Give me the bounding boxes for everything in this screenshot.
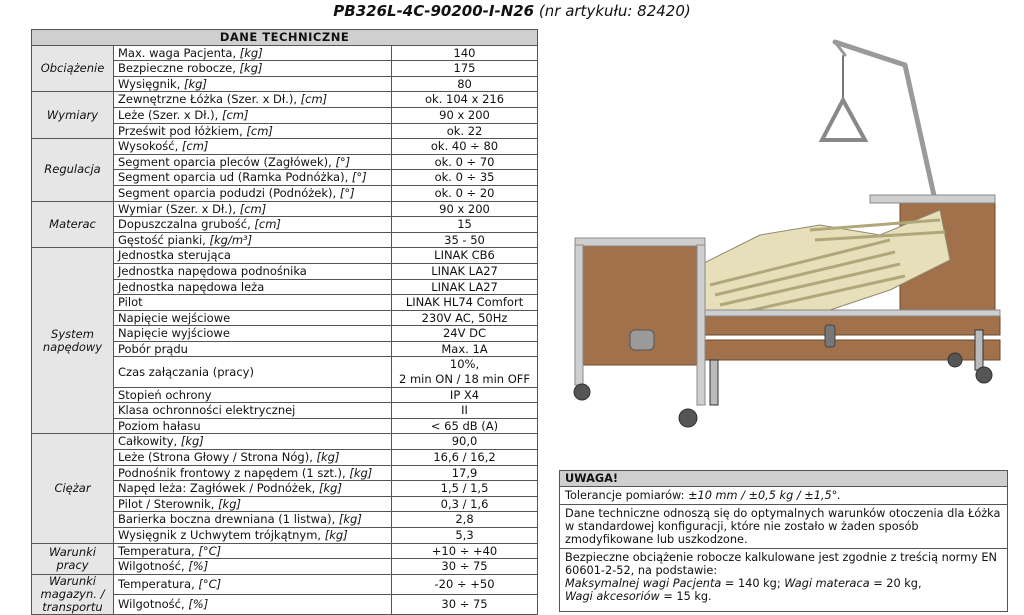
param-label [114, 170, 392, 186]
param-unit: [°] [351, 170, 367, 185]
param-value-text: ok. 0 ÷ 20 [434, 185, 495, 200]
param-name: Stopień ochrony [118, 387, 212, 402]
param-value-text: ok. 104 x 216 [425, 92, 505, 107]
param-value-text: 15 [457, 217, 472, 232]
param-value [392, 107, 538, 123]
param-label [114, 107, 392, 123]
param-name: Bezpieczne robocze, [118, 61, 240, 76]
param-value [392, 139, 538, 155]
param-name: Czas załączania (pracy) [118, 364, 254, 379]
param-name: Temperatura, [118, 543, 199, 558]
param-unit: [kg] [239, 61, 263, 76]
spec-table [31, 29, 538, 615]
group-label: Obciążenie [32, 45, 114, 92]
param-unit: [kg] [316, 450, 340, 465]
param-unit: [kg] [338, 512, 362, 527]
param-value [392, 559, 538, 575]
param-value [392, 232, 538, 248]
param-label [114, 92, 392, 108]
param-value [392, 543, 538, 559]
param-value-text: ok. 40 ÷ 80 [430, 139, 499, 154]
tolerance-values: ±10 mm / ±0,5 kg / ±1,5°. [688, 489, 841, 502]
param-value [392, 92, 538, 108]
param-value-text: 80 [457, 76, 472, 91]
param-value [392, 528, 538, 544]
param-value-text: -20 ÷ +50 [434, 576, 495, 591]
param-label [114, 512, 392, 528]
mattress-weight-label: Wagi materaca [784, 577, 870, 590]
param-label [114, 465, 392, 481]
param-value-text: 90 x 200 [439, 201, 490, 216]
note-conditions: Dane techniczne odnoszą się do optymalnych warunków otoczenia dla Łóżka w standardowej konfiguracji, które nie zostało w żaden sposób zmodyfikowane lub uszkodzone. [560, 505, 1007, 549]
param-label [114, 248, 392, 264]
param-value [392, 310, 538, 326]
param-value-text: 16,6 / 16,2 [433, 450, 496, 465]
group-label: System napędowy [32, 248, 114, 434]
param-name: Napięcie wejściowe [118, 310, 231, 325]
param-name: Prześwit pod łóżkiem, [118, 123, 247, 138]
param-label [114, 201, 392, 217]
param-value-text: 90 x 200 [439, 107, 490, 122]
param-value-text: 230V AC, 50Hz [421, 310, 508, 325]
table-row [32, 139, 538, 155]
param-value [392, 185, 538, 201]
param-value [392, 217, 538, 233]
param-value [392, 574, 538, 594]
param-label [114, 326, 392, 342]
param-label [114, 76, 392, 92]
param-value-text: 90,0 [451, 434, 478, 449]
param-value-text: Max. 1A [441, 341, 488, 356]
param-label [114, 434, 392, 450]
table-row [32, 201, 538, 217]
param-value-text: LINAK LA27 [431, 263, 498, 278]
param-unit: [kg] [324, 528, 348, 542]
param-unit: [%] [188, 596, 209, 611]
param-name: Napięcie wyjściowe [118, 326, 230, 341]
param-name: Segment oparcia pleców (Zagłówek), [118, 154, 336, 169]
param-unit: [cm] [246, 123, 273, 138]
param-label [114, 263, 392, 279]
note-tolerance [560, 487, 1007, 505]
param-name: Leże (Strona Głowy / Strona Nóg), [118, 450, 317, 465]
param-value-text: 30 ÷ 75 [441, 559, 488, 574]
param-unit: [kg/m³] [209, 232, 253, 247]
param-value-text: 0,3 / 1,6 [440, 496, 489, 511]
param-value-text: 175 [453, 61, 476, 76]
param-value [392, 326, 538, 342]
param-label [114, 310, 392, 326]
param-name: Wilgotność, [118, 559, 189, 574]
param-value [392, 387, 538, 403]
param-name: Dopuszczalna grubość, [118, 217, 255, 232]
param-value-text: LINAK HL74 Comfort [405, 295, 524, 310]
param-name: Segment oparcia ud (Ramka Podnóżka), [118, 170, 352, 185]
param-label [114, 232, 392, 248]
param-name: Pobór prądu [118, 341, 188, 356]
param-name: Wysięgnik z Uchwytem trójkątnym, [118, 528, 325, 542]
param-value [392, 201, 538, 217]
param-value [392, 481, 538, 497]
param-name: Max. waga Pacjenta, [118, 45, 240, 60]
param-label [114, 357, 392, 387]
param-unit: [kg] [349, 465, 373, 480]
page-title [0, 2, 1024, 20]
param-value-text: +10 ÷ +40 [431, 543, 498, 558]
group-label: Materac [32, 201, 114, 248]
param-unit: [°C] [198, 576, 222, 591]
param-unit: [kg] [184, 76, 207, 91]
param-value [392, 594, 538, 614]
param-value [392, 465, 538, 481]
param-label [114, 594, 392, 614]
table-row [32, 248, 538, 264]
param-value-text: 140 [453, 45, 476, 60]
mattress-weight-value: = 20 kg, [869, 577, 922, 590]
group-label: Warunki pracy [32, 543, 114, 574]
param-name: Segment oparcia podudzi (Podnóżek), [118, 185, 340, 200]
param-unit: [kg] [319, 481, 342, 496]
article-number: (nr artykułu: 82420) [538, 2, 691, 20]
param-value [392, 45, 538, 61]
table-header: DANE TECHNICZNE [32, 30, 538, 46]
param-name: Jednostka napędowa podnośnika [118, 263, 307, 278]
param-name: Wymiar (Szer. x Dł.), [118, 201, 240, 216]
table-row [32, 45, 538, 61]
note-heading: UWAGA! [560, 471, 1007, 487]
param-value [392, 263, 538, 279]
param-value [392, 279, 538, 295]
param-name: Wysięgnik, [118, 76, 184, 91]
param-label [114, 45, 392, 61]
param-unit: [cm] [300, 92, 328, 107]
param-value [392, 248, 538, 264]
param-name: Jednostka sterująca [118, 248, 231, 263]
param-name: Pilot / Sterownik, [118, 496, 219, 511]
group-label: Wymiary [32, 92, 114, 139]
group-label: Regulacja [32, 139, 114, 201]
param-name: Leże (Szer. x Dł.), [118, 107, 222, 122]
param-value [392, 61, 538, 77]
param-unit: [°] [339, 185, 355, 200]
param-name: Wysokość, [118, 139, 182, 154]
param-name: Zewnętrzne Łóżka (Szer. x Dł.), [118, 92, 301, 107]
param-label [114, 528, 392, 544]
param-label [114, 123, 392, 139]
param-value-text: II [461, 403, 468, 418]
accessories-weight-value: = 15 kg. [659, 590, 712, 603]
param-value-text: 35 - 50 [444, 232, 485, 247]
param-value [392, 512, 538, 528]
param-name: Poziom hałasu [118, 418, 201, 433]
param-label [114, 341, 392, 357]
group-label: Ciężar [32, 434, 114, 543]
param-name: Barierka boczna drewniana (1 listwa), [118, 512, 339, 527]
param-label [114, 450, 392, 466]
param-name: Podnośnik frontowy z napędem (1 szt.), [118, 465, 350, 480]
param-value [392, 123, 538, 139]
table-row [32, 92, 538, 108]
param-label [114, 295, 392, 311]
param-unit: [kg] [180, 434, 204, 449]
param-label [114, 403, 392, 419]
bed-illustration [560, 30, 1020, 430]
param-value-text: 17,9 [451, 465, 478, 480]
group-label: Warunki magazyn. / transportu [32, 574, 114, 614]
param-value-text: LINAK LA27 [431, 279, 498, 294]
model-name: PB326L-4C-90200-I-N26 [333, 2, 535, 20]
param-value-text-2: 2 min ON / 18 min OFF [398, 372, 531, 387]
param-value-text: 2,8 [455, 512, 474, 527]
param-value-text: < 65 dB (A) [430, 418, 499, 433]
param-name: Pilot [118, 295, 143, 310]
param-value-text: ok. 0 ÷ 70 [434, 154, 495, 169]
note-box [559, 470, 1008, 612]
param-unit: [kg] [239, 45, 263, 60]
param-value-text: 1,5 / 1,5 [440, 481, 489, 496]
safe-load-text: Bezpieczne obciążenie robocze kalkulowane jest zgodnie z treścią normy EN 60601-2-52, na podstawie: [565, 551, 998, 577]
param-value-text: 30 ÷ 75 [441, 596, 488, 611]
param-label [114, 418, 392, 434]
footboard-icon [575, 238, 705, 405]
param-value-text: 5,3 [455, 528, 474, 542]
patient-weight-label: Maksymalnej wagi Pacjenta [565, 577, 722, 590]
param-unit: [cm] [221, 107, 249, 122]
param-unit: [kg] [218, 496, 241, 511]
param-value-text: ok. 0 ÷ 35 [434, 170, 495, 185]
param-unit: [°] [335, 154, 351, 169]
accessories-weight-label: Wagi akcesoriów [565, 590, 660, 603]
param-unit: [°C] [198, 543, 222, 558]
param-label [114, 559, 392, 575]
param-value-text: IP X4 [449, 387, 480, 402]
param-value [392, 170, 538, 186]
param-unit: [%] [188, 559, 209, 574]
param-value-text: 10%, [449, 357, 480, 372]
patient-weight-value: = 140 kg; [721, 577, 785, 590]
param-label [114, 279, 392, 295]
note-safe-load [560, 549, 1007, 605]
param-value [392, 496, 538, 512]
param-value [392, 341, 538, 357]
param-value [392, 295, 538, 311]
param-label [114, 217, 392, 233]
param-name: Jednostka napędowa leża [118, 279, 265, 294]
param-value-text: 24V DC [442, 326, 487, 341]
table-row [32, 574, 538, 594]
param-label [114, 543, 392, 559]
param-label [114, 154, 392, 170]
param-value-text: LINAK CB6 [434, 248, 495, 263]
tolerance-label: Tolerancje pomiarów: [565, 489, 689, 502]
param-value [392, 434, 538, 450]
param-unit: [cm] [239, 201, 267, 216]
param-name: Klasa ochronności elektrycznej [118, 403, 296, 418]
param-value [392, 403, 538, 419]
param-value [392, 154, 538, 170]
param-name: Napęd leża: Zagłówek / Podnóżek, [118, 481, 319, 496]
param-value [392, 450, 538, 466]
param-unit: [cm] [181, 139, 209, 154]
param-label [114, 496, 392, 512]
param-value [392, 76, 538, 92]
param-label [114, 185, 392, 201]
param-label [114, 139, 392, 155]
param-label [114, 481, 392, 497]
param-name: Temperatura, [118, 576, 199, 591]
param-value-text: ok. 22 [446, 123, 483, 138]
param-name: Całkowity, [118, 434, 181, 449]
param-name: Gęstość pianki, [118, 232, 210, 247]
param-label [114, 387, 392, 403]
param-unit: [cm] [254, 217, 281, 232]
param-label [114, 574, 392, 594]
table-row [32, 434, 538, 450]
param-value [392, 357, 538, 387]
table-row [32, 543, 538, 559]
param-name: Wilgotność, [118, 596, 189, 611]
param-label [114, 61, 392, 77]
param-value [392, 418, 538, 434]
